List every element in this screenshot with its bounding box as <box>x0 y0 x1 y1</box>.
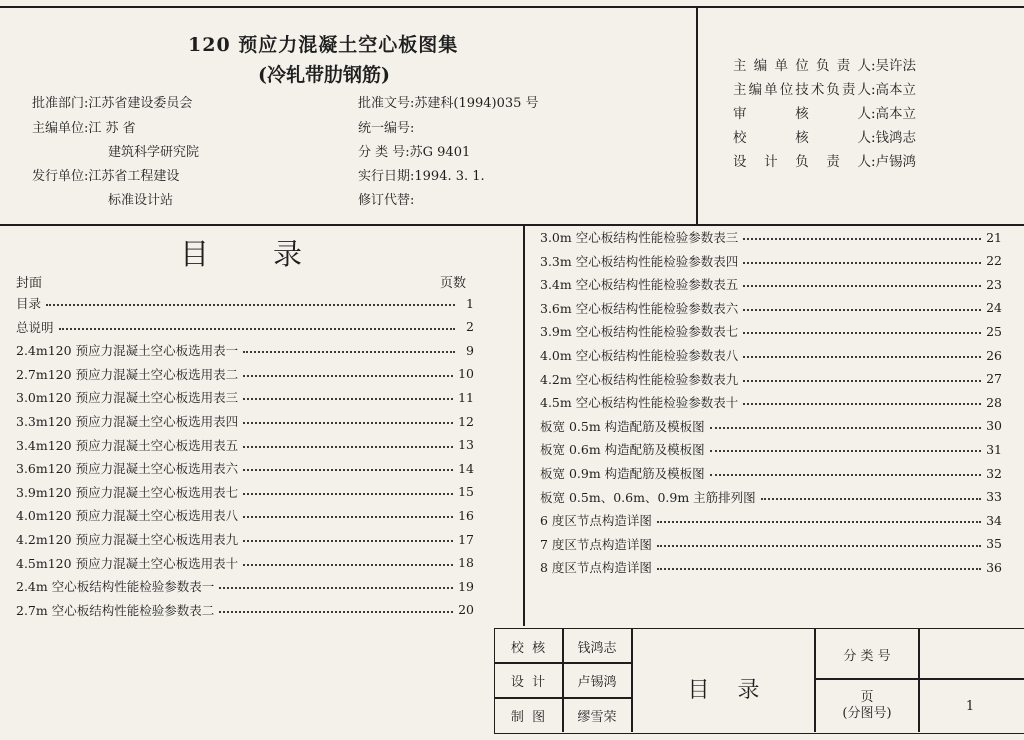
role-char: 责 <box>836 58 851 74</box>
toc-entry-page: 10 <box>458 366 474 382</box>
toc-entry-title: 板宽 0.5m、0.6m、0.9m 主筋排列图 <box>540 489 756 505</box>
toc-entry-page: 25 <box>986 323 1002 339</box>
toc-entry[interactable] <box>540 369 1002 389</box>
responsible-row <box>733 126 943 146</box>
toc-entry-page: 28 <box>986 394 1002 410</box>
toc-entry-page: 24 <box>986 300 1002 316</box>
toc-entry-title: 4.2m 空心板结构性能检验参数表九 <box>540 371 739 387</box>
responsible-name: :高本立 <box>871 82 917 98</box>
role-char: 人 <box>857 130 871 146</box>
toc-entry-page: 16 <box>458 507 474 523</box>
toc-leader-dots <box>743 380 981 382</box>
designer-name: 卢锡鸿 <box>577 675 617 690</box>
toc-leader-dots <box>743 285 981 287</box>
toc-entry-title: 3.9m120 预应力混凝土空心板选用表七 <box>16 484 239 500</box>
toc-leader-dots <box>243 516 453 518</box>
responsible-row <box>733 150 943 170</box>
toc-leader-dots <box>743 356 981 358</box>
role-char: 技 <box>795 82 809 98</box>
toc-leader-dots <box>710 427 981 429</box>
toc-entry-title: 6 度区节点构造详图 <box>540 513 652 529</box>
toc-entry[interactable] <box>540 439 1002 459</box>
toc-leader-dots <box>743 309 981 311</box>
page-label-line1: 页 <box>860 690 874 705</box>
toc-entry-page: 36 <box>986 559 1002 575</box>
role-char: 单 <box>764 82 778 98</box>
toc-entry-title: 目录 <box>16 296 42 311</box>
toc-entry-page: 20 <box>458 602 474 618</box>
toc-entry[interactable] <box>540 321 1002 341</box>
toc-entry[interactable] <box>540 510 1002 530</box>
toc-leader-dots <box>243 446 453 448</box>
toc-page-column-label: 页数 <box>440 276 467 291</box>
toc-entry-title: 3.0m120 预应力混凝土空心板选用表三 <box>16 390 239 406</box>
role-char: 人 <box>857 82 871 98</box>
toc-entry-page: 13 <box>458 437 474 453</box>
role-char: 责 <box>841 82 856 98</box>
header-bottom-border <box>0 224 1024 226</box>
toc-leader-dots <box>219 587 453 589</box>
toc-entry-title: 板宽 0.5m 构造配筋及模板图 <box>540 418 705 434</box>
toc-entry[interactable] <box>540 392 1002 412</box>
toc-entry-title: 3.4m120 预应力混凝土空心板选用表五 <box>16 437 239 453</box>
toc-entry-title: 4.2m120 预应力混凝土空心板选用表九 <box>16 532 239 547</box>
responsible-name: :钱鸿志 <box>871 130 917 146</box>
role-char: 位 <box>779 82 794 98</box>
toc-leader-dots <box>743 332 981 334</box>
role-char: 责 <box>826 154 840 170</box>
role-char: 审 <box>733 106 747 122</box>
toc-entry-page: 14 <box>458 460 474 476</box>
toc-leader-dots <box>657 521 981 523</box>
toc-entry-page: 34 <box>986 512 1002 528</box>
toc-cover-label: 封面 <box>16 276 43 291</box>
toc-entry-page: 1 <box>466 295 474 311</box>
toc-entry-page: 21 <box>986 229 1002 245</box>
toc-leader-dots <box>243 564 453 566</box>
toc-entry-page: 23 <box>986 276 1002 292</box>
page-label-line2: (分图号) <box>842 706 892 721</box>
responsible-row <box>733 102 943 122</box>
publisher-unit-line2: 标准设计站 <box>108 193 174 208</box>
responsible-name: :吴许法 <box>871 58 917 74</box>
publisher-unit: 发行单位:江苏省工程建设 <box>32 169 180 184</box>
toc-leader-dots <box>743 403 981 405</box>
toc-leader-dots <box>710 450 981 452</box>
toc-leader-dots <box>59 328 455 330</box>
toc-leader-dots <box>743 262 981 264</box>
classification-no: 分 类 号:苏G 9401 <box>358 145 471 160</box>
toc-leader-dots <box>743 238 981 240</box>
toc-entry-title: 3.3m120 预应力混凝土空心板选用表四 <box>16 414 239 429</box>
toc-leader-dots <box>243 469 453 471</box>
toc-entry-page: 12 <box>458 413 474 429</box>
class-no-value <box>920 630 1024 678</box>
toc-entry-title: 7 度区节点构造详图 <box>540 536 652 552</box>
checker-role: 校 核 <box>510 640 546 656</box>
toc-entry[interactable] <box>16 553 474 573</box>
toc-entry-page: 27 <box>986 371 1002 387</box>
designer-role: 设 计 <box>510 675 546 690</box>
role-char: 计 <box>764 154 778 170</box>
toc-leader-dots <box>657 568 981 570</box>
toc-entry-page: 18 <box>458 555 474 571</box>
toc-entry-title: 3.3m 空心板结构性能检验参数表四 <box>540 253 739 269</box>
atlas-title: 120 预应力混凝土空心板图集 <box>188 34 459 56</box>
toc-entry[interactable] <box>540 251 1002 271</box>
checker-name: 钱鸿志 <box>577 640 617 656</box>
toc-entry-title: 3.0m 空心板结构性能检验参数表三 <box>540 230 739 245</box>
toc-entry-title: 4.0m 空心板结构性能检验参数表八 <box>540 348 739 363</box>
toc-entry[interactable] <box>16 529 474 549</box>
header-divider <box>696 6 698 225</box>
toc-entry-page: 22 <box>986 253 1002 269</box>
role-char: 人 <box>857 58 871 74</box>
toc-entry-page: 26 <box>986 347 1002 363</box>
toc-entry[interactable] <box>16 364 474 384</box>
drawing-title: 目 录 <box>687 677 760 703</box>
toc-entry[interactable] <box>16 411 474 431</box>
toc-entry-title: 2.7m120 预应力混凝土空心板选用表二 <box>16 366 239 382</box>
toc-entry[interactable] <box>16 482 474 502</box>
role-char: 负 <box>816 58 830 74</box>
role-char: 人 <box>857 154 871 170</box>
toc-entry[interactable] <box>16 317 474 337</box>
toc-entry-page: 15 <box>458 484 474 500</box>
role-char: 核 <box>795 130 809 146</box>
toc-entry-title: 8 度区节点构造详图 <box>540 560 652 576</box>
responsible-name: :高本立 <box>871 106 917 122</box>
responsible-role <box>733 102 871 122</box>
responsible-name: :卢锡鸿 <box>871 154 917 170</box>
toc-entry-title: 总说明 <box>16 319 54 335</box>
toc-entry-page: 30 <box>986 418 1002 434</box>
toc-entry-page: 11 <box>458 389 474 405</box>
toc-entry[interactable] <box>540 227 1002 247</box>
toc-entry-page: 9 <box>466 342 474 358</box>
role-char: 编 <box>753 58 768 74</box>
role-char: 位 <box>795 58 809 74</box>
editor-unit: 主编单位:江 苏 省 <box>32 121 136 136</box>
toc-leader-dots <box>710 474 981 476</box>
toc-entry[interactable] <box>16 387 474 407</box>
drafter-name: 缪雪荣 <box>577 710 617 725</box>
approval-document-no: 批准文号:苏建科(1994)035 号 <box>358 96 539 111</box>
toc-entry[interactable] <box>16 458 474 478</box>
toc-entry-page: 19 <box>458 578 474 594</box>
responsible-role <box>733 54 871 74</box>
effective-date: 实行日期:1994. 3. 1. <box>358 169 485 184</box>
role-char: 核 <box>795 106 809 122</box>
toc-entry-page: 33 <box>986 489 1002 505</box>
toc-leader-dots <box>243 375 453 377</box>
toc-entry-title: 4.5m 空心板结构性能检验参数表十 <box>540 395 739 411</box>
toc-entry[interactable] <box>16 576 474 596</box>
toc-entry[interactable] <box>540 463 1002 483</box>
toc-leader-dots <box>46 304 455 306</box>
toc-entry-title: 3.6m 空心板结构性能检验参数表六 <box>540 300 739 316</box>
toc-entry[interactable] <box>540 534 1002 554</box>
role-char: 单 <box>774 58 788 74</box>
role-char: 负 <box>795 154 809 170</box>
unified-no: 统一编号: <box>358 121 415 136</box>
toc-entry[interactable] <box>540 274 1002 294</box>
role-char: 编 <box>748 82 763 98</box>
editor-unit-line2: 建筑科学研究院 <box>108 145 200 160</box>
role-char: 人 <box>857 106 871 122</box>
toc-leader-dots <box>243 540 453 542</box>
responsible-role <box>733 150 871 170</box>
toc-entry[interactable] <box>16 293 474 313</box>
toc-leader-dots <box>243 493 453 495</box>
toc-entry[interactable] <box>540 416 1002 436</box>
role-char: 设 <box>733 154 747 170</box>
toc-entry-page: 32 <box>986 465 1002 481</box>
toc-entry-title: 4.5m120 预应力混凝土空心板选用表十 <box>16 555 239 571</box>
role-char: 主 <box>733 82 747 98</box>
responsible-row <box>733 54 943 74</box>
toc-entry-title: 3.4m 空心板结构性能检验参数表五 <box>540 277 739 293</box>
page-number: 1 <box>965 698 975 714</box>
toc-leader-dots <box>657 545 981 547</box>
top-border <box>0 6 1024 8</box>
toc-entry-title: 2.4m 空心板结构性能检验参数表一 <box>16 579 215 595</box>
toc-entry[interactable] <box>16 340 474 360</box>
toc-leader-dots <box>243 351 455 353</box>
revision-replaces: 修订代替: <box>358 193 415 208</box>
toc-entry-title: 2.7m 空心板结构性能检验参数表二 <box>16 602 215 618</box>
drafter-role: 制 图 <box>510 710 546 725</box>
role-char: 校 <box>733 130 747 146</box>
role-char: 术 <box>810 82 825 98</box>
toc-entry-title: 2.4m120 预应力混凝土空心板选用表一 <box>16 343 239 359</box>
toc-entry-title: 3.9m 空心板结构性能检验参数表七 <box>540 324 739 340</box>
toc-divider <box>523 224 525 626</box>
toc-entry[interactable] <box>16 600 474 620</box>
toc-leader-dots <box>761 498 981 500</box>
toc-entry[interactable] <box>540 487 1002 507</box>
toc-entry-page: 31 <box>986 441 1002 457</box>
role-char: 主 <box>733 58 747 74</box>
toc-entry[interactable] <box>16 435 474 455</box>
toc-entry-page: 35 <box>986 536 1002 552</box>
toc-entry[interactable] <box>540 557 1002 577</box>
class-no-label: 分 类 号 <box>843 648 891 664</box>
toc-entry[interactable] <box>16 505 474 525</box>
toc-leader-dots <box>243 422 453 424</box>
toc-leader-dots <box>243 398 453 400</box>
approval-department: 批准部门:江苏省建设委员会 <box>32 96 193 111</box>
atlas-subtitle: (冷轧带肋钢筋) <box>258 64 390 86</box>
toc-leader-dots <box>219 611 453 613</box>
toc-entry[interactable] <box>540 345 1002 365</box>
responsible-role <box>733 78 871 98</box>
toc-entry[interactable] <box>540 298 1002 318</box>
toc-entry-page: 2 <box>466 319 474 335</box>
toc-entry-title: 板宽 0.9m 构造配筋及模板图 <box>540 466 705 481</box>
role-char: 负 <box>826 82 840 98</box>
toc-heading: 目录 <box>180 237 367 271</box>
responsible-row <box>733 78 943 98</box>
toc-entry-title: 4.0m120 预应力混凝土空心板选用表八 <box>16 508 239 524</box>
toc-entry-title: 板宽 0.6m 构造配筋及模板图 <box>540 442 705 458</box>
responsible-role <box>733 126 871 146</box>
toc-entry-page: 17 <box>458 531 474 547</box>
toc-entry-title: 3.6m120 预应力混凝土空心板选用表六 <box>16 461 239 477</box>
page-label <box>816 680 918 732</box>
